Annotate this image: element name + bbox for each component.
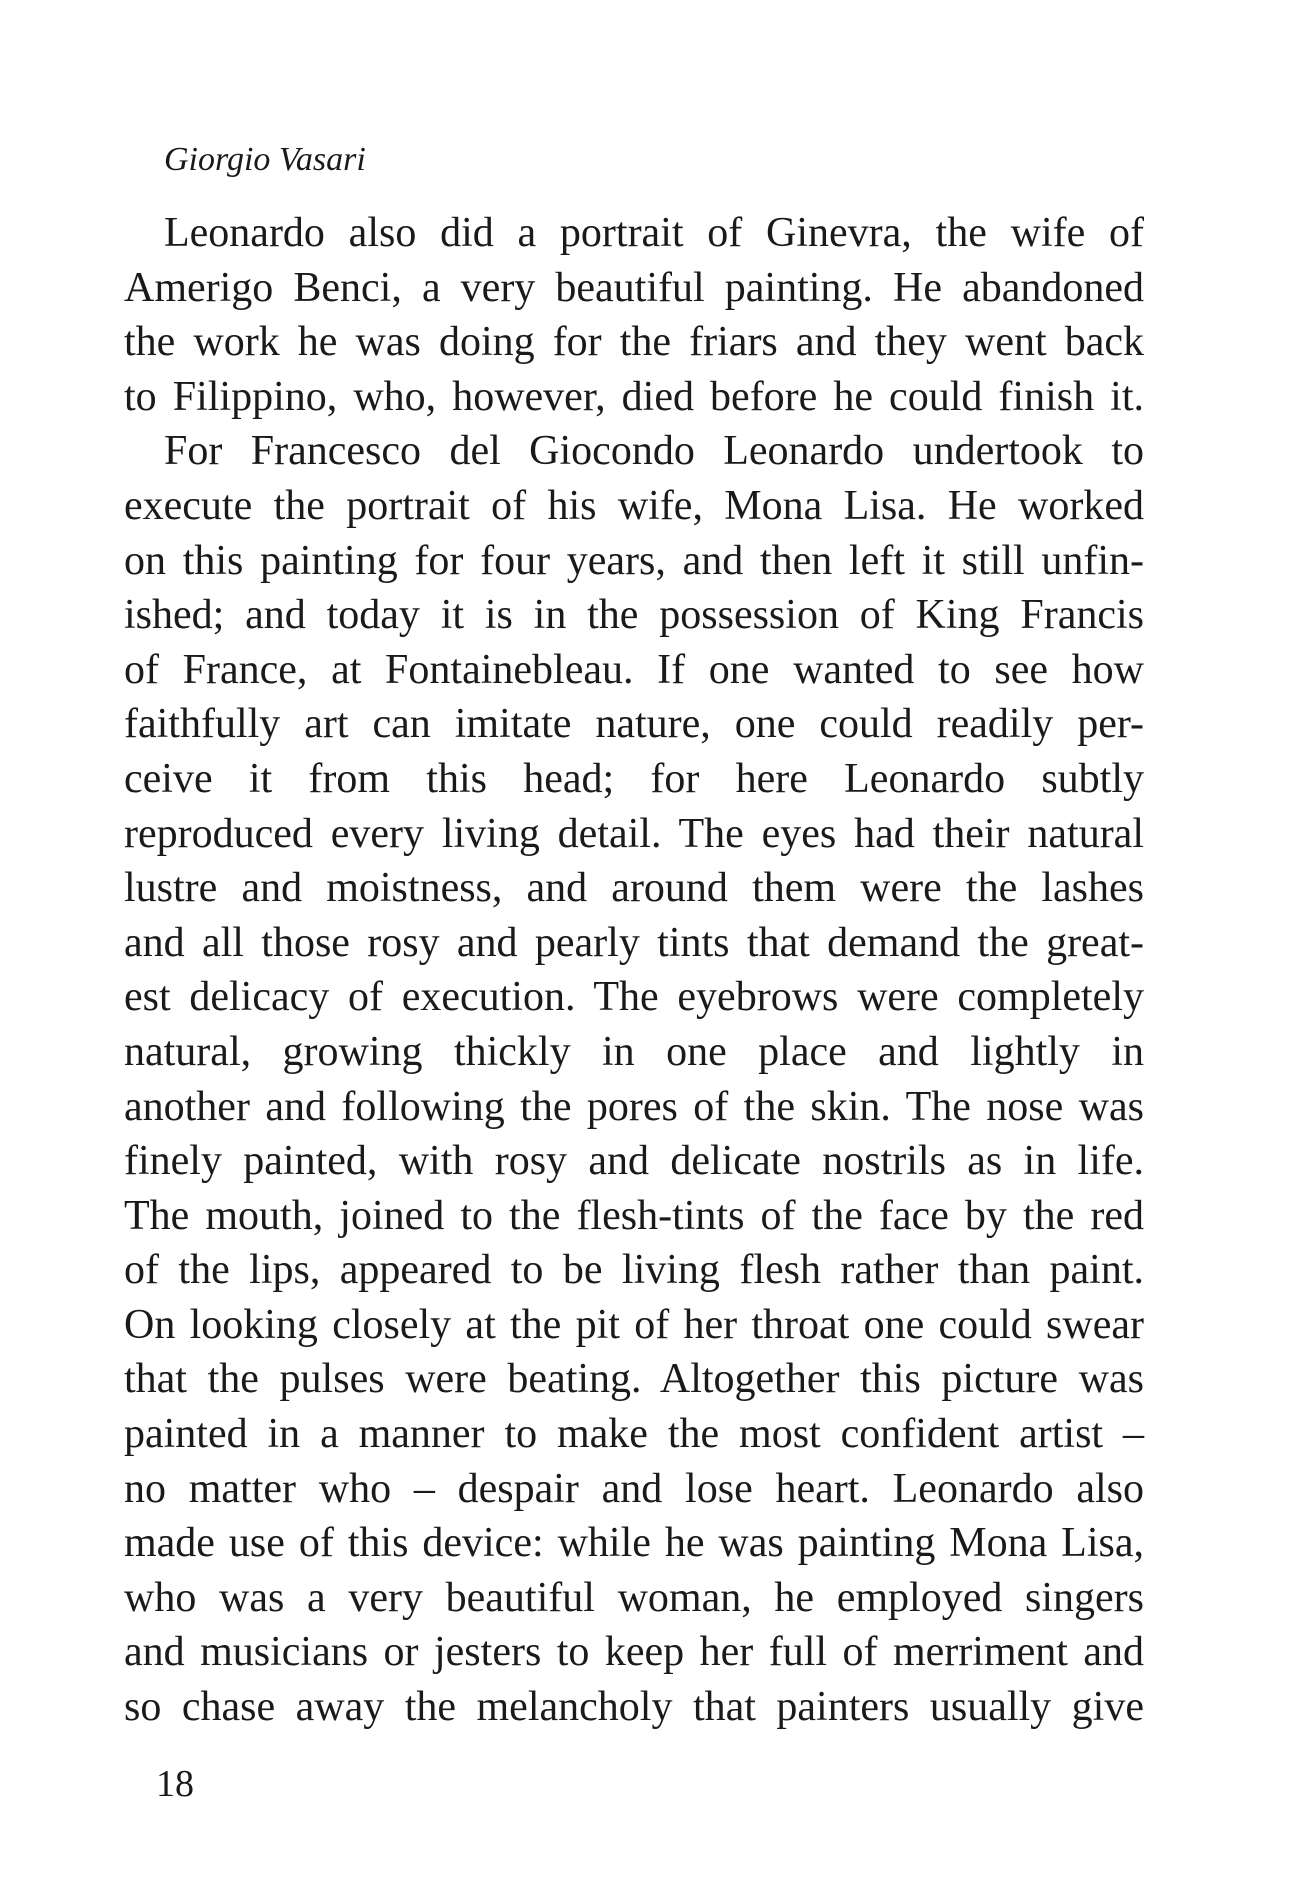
text-line: who was a very beautiful woman, he employed singers xyxy=(124,1574,1144,1621)
text-line: lustre and moistness, and around them were the lashes xyxy=(124,865,1144,912)
text-line: est delicacy of execution. The eyebrows were completely xyxy=(124,974,1144,1021)
paragraph-mona-lisa xyxy=(124,424,1144,1734)
running-head: Giorgio Vasari xyxy=(164,141,366,178)
text-line: execute the portrait of his wife, Mona Lisa. He worked xyxy=(124,482,1144,529)
body-text xyxy=(124,206,1144,1735)
text-line: natural, growing thickly in one place and lightly in xyxy=(124,1028,1144,1075)
text-line: and musicians or jesters to keep her full of merriment and xyxy=(124,1629,1144,1676)
text-line: and all those rosy and pearly tints that demand the great- xyxy=(124,919,1144,966)
text-line: finely painted, with rosy and delicate nostrils as in life. xyxy=(124,1138,1144,1185)
text-line: on this painting for four years, and then left it still unfin- xyxy=(124,537,1144,584)
paragraph-ginevra xyxy=(124,206,1144,424)
text-line: the work he was doing for the friars and they went back xyxy=(124,319,1144,366)
text-line: Leonardo also did a portrait of Ginevra, the wife of xyxy=(164,210,1144,256)
text-line: made use of this device: while he was painting Mona Lisa, xyxy=(124,1520,1144,1567)
text-line: On looking closely at the pit of her throat one could swear xyxy=(124,1301,1144,1348)
text-line: The mouth, joined to the flesh-tints of the face by the red xyxy=(124,1192,1144,1239)
text-line: of France, at Fontainebleau. If one wanted to see how xyxy=(124,646,1144,693)
text-line: another and following the pores of the skin. The nose was xyxy=(124,1083,1144,1130)
text-line: painted in a manner to make the most confident artist – xyxy=(124,1411,1144,1458)
text-line: no matter who – despair and lose heart. Leonardo also xyxy=(124,1465,1144,1512)
text-line: ished; and today it is in the possession of King Francis xyxy=(124,592,1144,639)
text-line: Amerigo Benci, a very beautiful painting. He abandoned xyxy=(124,264,1144,311)
text-line: so chase away the melancholy that painters usually give xyxy=(124,1684,1144,1731)
text-line: of the lips, appeared to be living flesh rather than paint. xyxy=(124,1247,1144,1294)
page-number: 18 xyxy=(156,1763,194,1805)
text-line: to Filippino, who, however, died before he could finish it. xyxy=(124,373,1144,420)
text-line: ceive it from this head; for here Leonardo subtly xyxy=(124,755,1144,802)
text-line: that the pulses were beating. Altogether this picture was xyxy=(124,1356,1144,1403)
text-line: reproduced every living detail. The eyes had their natural xyxy=(124,810,1144,857)
text-line: faithfully art can imitate nature, one could readily per- xyxy=(124,701,1144,748)
text-line: For Francesco del Giocondo Leonardo undertook to xyxy=(164,428,1144,475)
